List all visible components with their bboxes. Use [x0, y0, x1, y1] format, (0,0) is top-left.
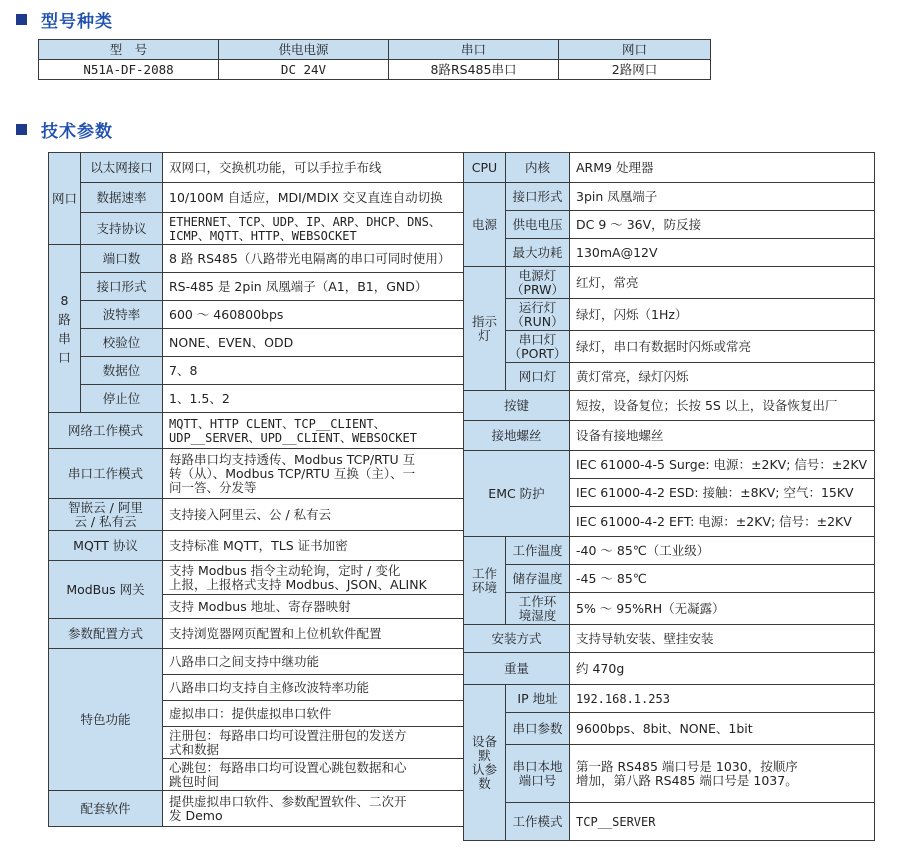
- humidity-label: 工作环 境湿度: [506, 593, 570, 625]
- sermode-value-line3: 问一答、分发等: [169, 479, 257, 495]
- table-row: [464, 593, 875, 625]
- serial-param-label: 串口参数: [506, 713, 570, 745]
- port-led-value: 绿灯，串口有数据时闪烁或常亮: [570, 331, 875, 363]
- weight-label: 重量: [464, 653, 570, 685]
- netmode-value-line1: MQTT、HTTP CLENT、TCP__CLIENT、: [169, 416, 386, 431]
- rate-value: 10/100M 自适应，MDI/MDIX 交叉直连自动切换: [163, 183, 464, 213]
- table-row: [464, 451, 875, 479]
- table-row: [49, 531, 464, 561]
- mqtt-value: 支持标准 MQTT，TLS 证书加密: [163, 531, 464, 561]
- table-row: [464, 537, 875, 565]
- local-port-label: 串口本地 端口号: [506, 745, 570, 803]
- power-iface-label: 接口形式: [506, 183, 570, 211]
- stopbits-label: 停止位: [81, 385, 163, 413]
- sermode-value-line2: 转（从）、Modbus TCP/RTU 互换（主）、一: [169, 465, 416, 481]
- feature-item-line1: 注册包：每路串口均可设置注册包的发送方: [169, 727, 407, 743]
- power-group-label: 电源: [464, 183, 506, 267]
- power-value: DC 24V: [219, 60, 389, 80]
- local-port-value-line2: 增加，第八路 RS485 端口号是 1037。: [576, 772, 798, 788]
- databits-label: 数据位: [81, 357, 163, 385]
- table-row: [464, 239, 875, 267]
- store-temp-value: -45 ～ 85℃: [570, 565, 875, 593]
- table-row: [464, 713, 875, 745]
- table-row: [49, 183, 464, 213]
- power-header-cell: 供电电源: [219, 40, 389, 60]
- table-row: [49, 619, 464, 649]
- net-group-label: 网口: [49, 153, 81, 245]
- table-row: [464, 153, 875, 183]
- table-row: [464, 267, 875, 299]
- feature-item-line2: 式和数据: [169, 741, 220, 757]
- model-value: N51A-DF-2088: [39, 60, 219, 80]
- model-header-row: [39, 40, 711, 60]
- proto-value-line1: ETHERNET、TCP、UDP、IP、ARP、DHCP、DNS、: [169, 214, 441, 229]
- table-row: [49, 245, 464, 273]
- software-value-line2: 发 Demo: [169, 807, 223, 823]
- default-group-label: 设备默 认参数: [464, 685, 506, 841]
- mqtt-label: MQTT 协议: [49, 531, 163, 561]
- model-header-cell: 型 号: [39, 40, 219, 60]
- modbus-value-line1: 支持 Modbus 指令主动轮询，定时 / 变化: [169, 562, 401, 578]
- feature-item: 八路串口均支持自主修改波特率功能: [163, 675, 464, 701]
- sermode-value-line1: 每路串口均支持透传、Modbus TCP/RTU 互: [169, 451, 416, 467]
- serial-param-value: 9600bps、8bit、NONE、1bit: [570, 713, 875, 745]
- table-row: [49, 213, 464, 245]
- baud-value: 600 ～ 460800bps: [163, 301, 464, 329]
- table-row: [464, 391, 875, 421]
- ip-label: IP 地址: [506, 685, 570, 713]
- work-temp-label: 工作温度: [506, 537, 570, 565]
- table-row: [49, 273, 464, 301]
- table-row: [464, 565, 875, 593]
- power-voltage-label: 供电电压: [506, 211, 570, 239]
- table-row: [49, 791, 464, 827]
- prw-led-value: 红灯，常亮: [570, 267, 875, 299]
- feature-item-line1: 心跳包：每路串口均可设置心跳包数据和心: [169, 759, 407, 775]
- feature-label: 特色功能: [49, 649, 163, 791]
- emc-eft-value: IEC 61000-4-2 EFT: 电源：±2KV; 信号：±2KV: [570, 507, 875, 537]
- install-label: 安装方式: [464, 625, 570, 653]
- table-row: [464, 421, 875, 451]
- weight-value: 约 470g: [570, 653, 875, 685]
- net-value: 2路网口: [559, 60, 711, 80]
- left-spec-table: [48, 152, 464, 827]
- table-row: [464, 183, 875, 211]
- ground-value: 设备有接地螺丝: [570, 421, 875, 451]
- cloud-label: 智嵌云 / 阿里 云 / 私有云: [49, 499, 163, 531]
- model-section-header: [16, 8, 113, 30]
- table-row: [49, 649, 464, 675]
- serial-header-cell: 串口: [389, 40, 559, 60]
- spec-section-header: [16, 118, 113, 140]
- table-row: [464, 331, 875, 363]
- eth-label: 以太网接口: [81, 153, 163, 183]
- table-row: [49, 499, 464, 531]
- right-spec-table: [463, 152, 875, 841]
- ground-label: 接地螺丝: [464, 421, 570, 451]
- feature-item: 虚拟串口：提供虚拟串口软件: [163, 701, 464, 727]
- cloud-value: 支持接入阿里云、公 / 私有云: [163, 499, 464, 531]
- work-temp-value: -40 ～ 85℃（工业级）: [570, 537, 875, 565]
- iface-label: 接口形式: [81, 273, 163, 301]
- table-row: [464, 363, 875, 391]
- power-max-label: 最大功耗: [506, 239, 570, 267]
- model-table: [38, 39, 711, 80]
- proto-label: 支持协议: [81, 213, 163, 245]
- prw-led-label: 电源灯 （PRW）: [506, 267, 570, 299]
- netmode-label: 网络工作模式: [49, 413, 163, 449]
- modbus-value-line2: 上报，上报格式支持 Modbus、JSON、ALINK: [169, 576, 427, 592]
- serial-group-label: 8 路 串 口: [49, 245, 81, 413]
- ip-value: 192.168.1.253: [570, 685, 875, 713]
- led-group-label: 指示灯: [464, 267, 506, 391]
- work-mode-value: TCP__SERVER: [570, 803, 875, 841]
- table-row: [49, 301, 464, 329]
- emc-surge-value: IEC 61000-4-5 Surge: 电源：±2KV; 信号：±2KV: [570, 451, 875, 479]
- software-label: 配套软件: [49, 791, 163, 827]
- table-row: [49, 357, 464, 385]
- port-led-label: 串口灯 （PORT）: [506, 331, 570, 363]
- core-value: ARM9 处理器: [570, 153, 875, 183]
- feature-item: 八路串口之间支持中继功能: [163, 649, 464, 675]
- cpu-group-label: CPU: [464, 153, 506, 183]
- table-row: [464, 299, 875, 331]
- table-row: [49, 561, 464, 595]
- table-row: [464, 653, 875, 685]
- model-section-title: 型号种类: [41, 11, 113, 32]
- section-bullet-icon: [16, 124, 27, 135]
- sermode-label: 串口工作模式: [49, 449, 163, 499]
- work-mode-label: 工作模式: [506, 803, 570, 841]
- table-row: [49, 385, 464, 413]
- emc-esd-value: IEC 61000-4-2 ESD: 接触：±8KV; 空气：15KV: [570, 479, 875, 507]
- config-label: 参数配置方式: [49, 619, 163, 649]
- key-label: 按键: [464, 391, 570, 421]
- parity-value: NONE、EVEN、ODD: [163, 329, 464, 357]
- table-row: [464, 745, 875, 803]
- proto-value-line2: ICMP、MQTT、HTTP、WEBSOCKET: [169, 228, 357, 243]
- netmode-value-line2: UDP__SERVER、UPD__CLIENT、WEBSOCKET: [169, 430, 417, 445]
- local-port-value-line1: 第一路 RS485 端口号是 1030，按顺序: [576, 758, 798, 774]
- install-value: 支持导轨安装、壁挂安装: [570, 625, 875, 653]
- net-led-label: 网口灯: [506, 363, 570, 391]
- table-row: [464, 803, 875, 841]
- power-max-value: 130mA@12V: [570, 239, 875, 267]
- feature-item-line2: 跳包时间: [169, 773, 220, 789]
- software-value-line1: 提供虚拟串口软件、参数配置软件、二次开: [169, 793, 407, 809]
- table-row: [49, 329, 464, 357]
- humidity-value: 5% ～ 95%RH（无凝露）: [570, 593, 875, 625]
- power-voltage-value: DC 9 ～ 36V，防反接: [570, 211, 875, 239]
- table-row: [464, 211, 875, 239]
- parity-label: 校验位: [81, 329, 163, 357]
- baud-label: 波特率: [81, 301, 163, 329]
- serial-value: 8路RS485串口: [389, 60, 559, 80]
- table-row: [49, 413, 464, 449]
- iface-value: RS-485 是 2pin 凤凰端子（A1，B1，GND）: [163, 273, 464, 301]
- config-value: 支持浏览器网页配置和上位机软件配置: [163, 619, 464, 649]
- table-row: [464, 685, 875, 713]
- ports-label: 端口数: [81, 245, 163, 273]
- emc-label: EMC 防护: [464, 451, 570, 537]
- section-bullet-icon: [16, 14, 27, 25]
- table-row: [464, 625, 875, 653]
- stopbits-value: 1、1.5、2: [163, 385, 464, 413]
- store-temp-label: 储存温度: [506, 565, 570, 593]
- run-led-label: 运行灯 （RUN）: [506, 299, 570, 331]
- env-group-label: 工作 环境: [464, 537, 506, 625]
- model-data-row: [39, 60, 711, 80]
- run-led-value: 绿灯，闪烁（1Hz）: [570, 299, 875, 331]
- key-value: 短按，设备复位；长按 5S 以上，设备恢复出厂: [570, 391, 875, 421]
- modbus-label: ModBus 网关: [49, 561, 163, 619]
- modbus-value-line3: 支持 Modbus 地址、寄存器映射: [163, 595, 464, 619]
- rate-label: 数据速率: [81, 183, 163, 213]
- net-header-cell: 网口: [559, 40, 711, 60]
- spec-section-title: 技术参数: [41, 121, 113, 142]
- core-label: 内核: [506, 153, 570, 183]
- eth-value: 双网口，交换机功能，可以手拉手布线: [163, 153, 464, 183]
- table-row: [49, 153, 464, 183]
- ports-value: 8 路 RS485（八路带光电隔离的串口可同时使用）: [163, 245, 464, 273]
- net-led-value: 黄灯常亮，绿灯闪烁: [570, 363, 875, 391]
- table-row: [49, 449, 464, 499]
- databits-value: 7、8: [163, 357, 464, 385]
- power-iface-value: 3pin 凤凰端子: [570, 183, 875, 211]
